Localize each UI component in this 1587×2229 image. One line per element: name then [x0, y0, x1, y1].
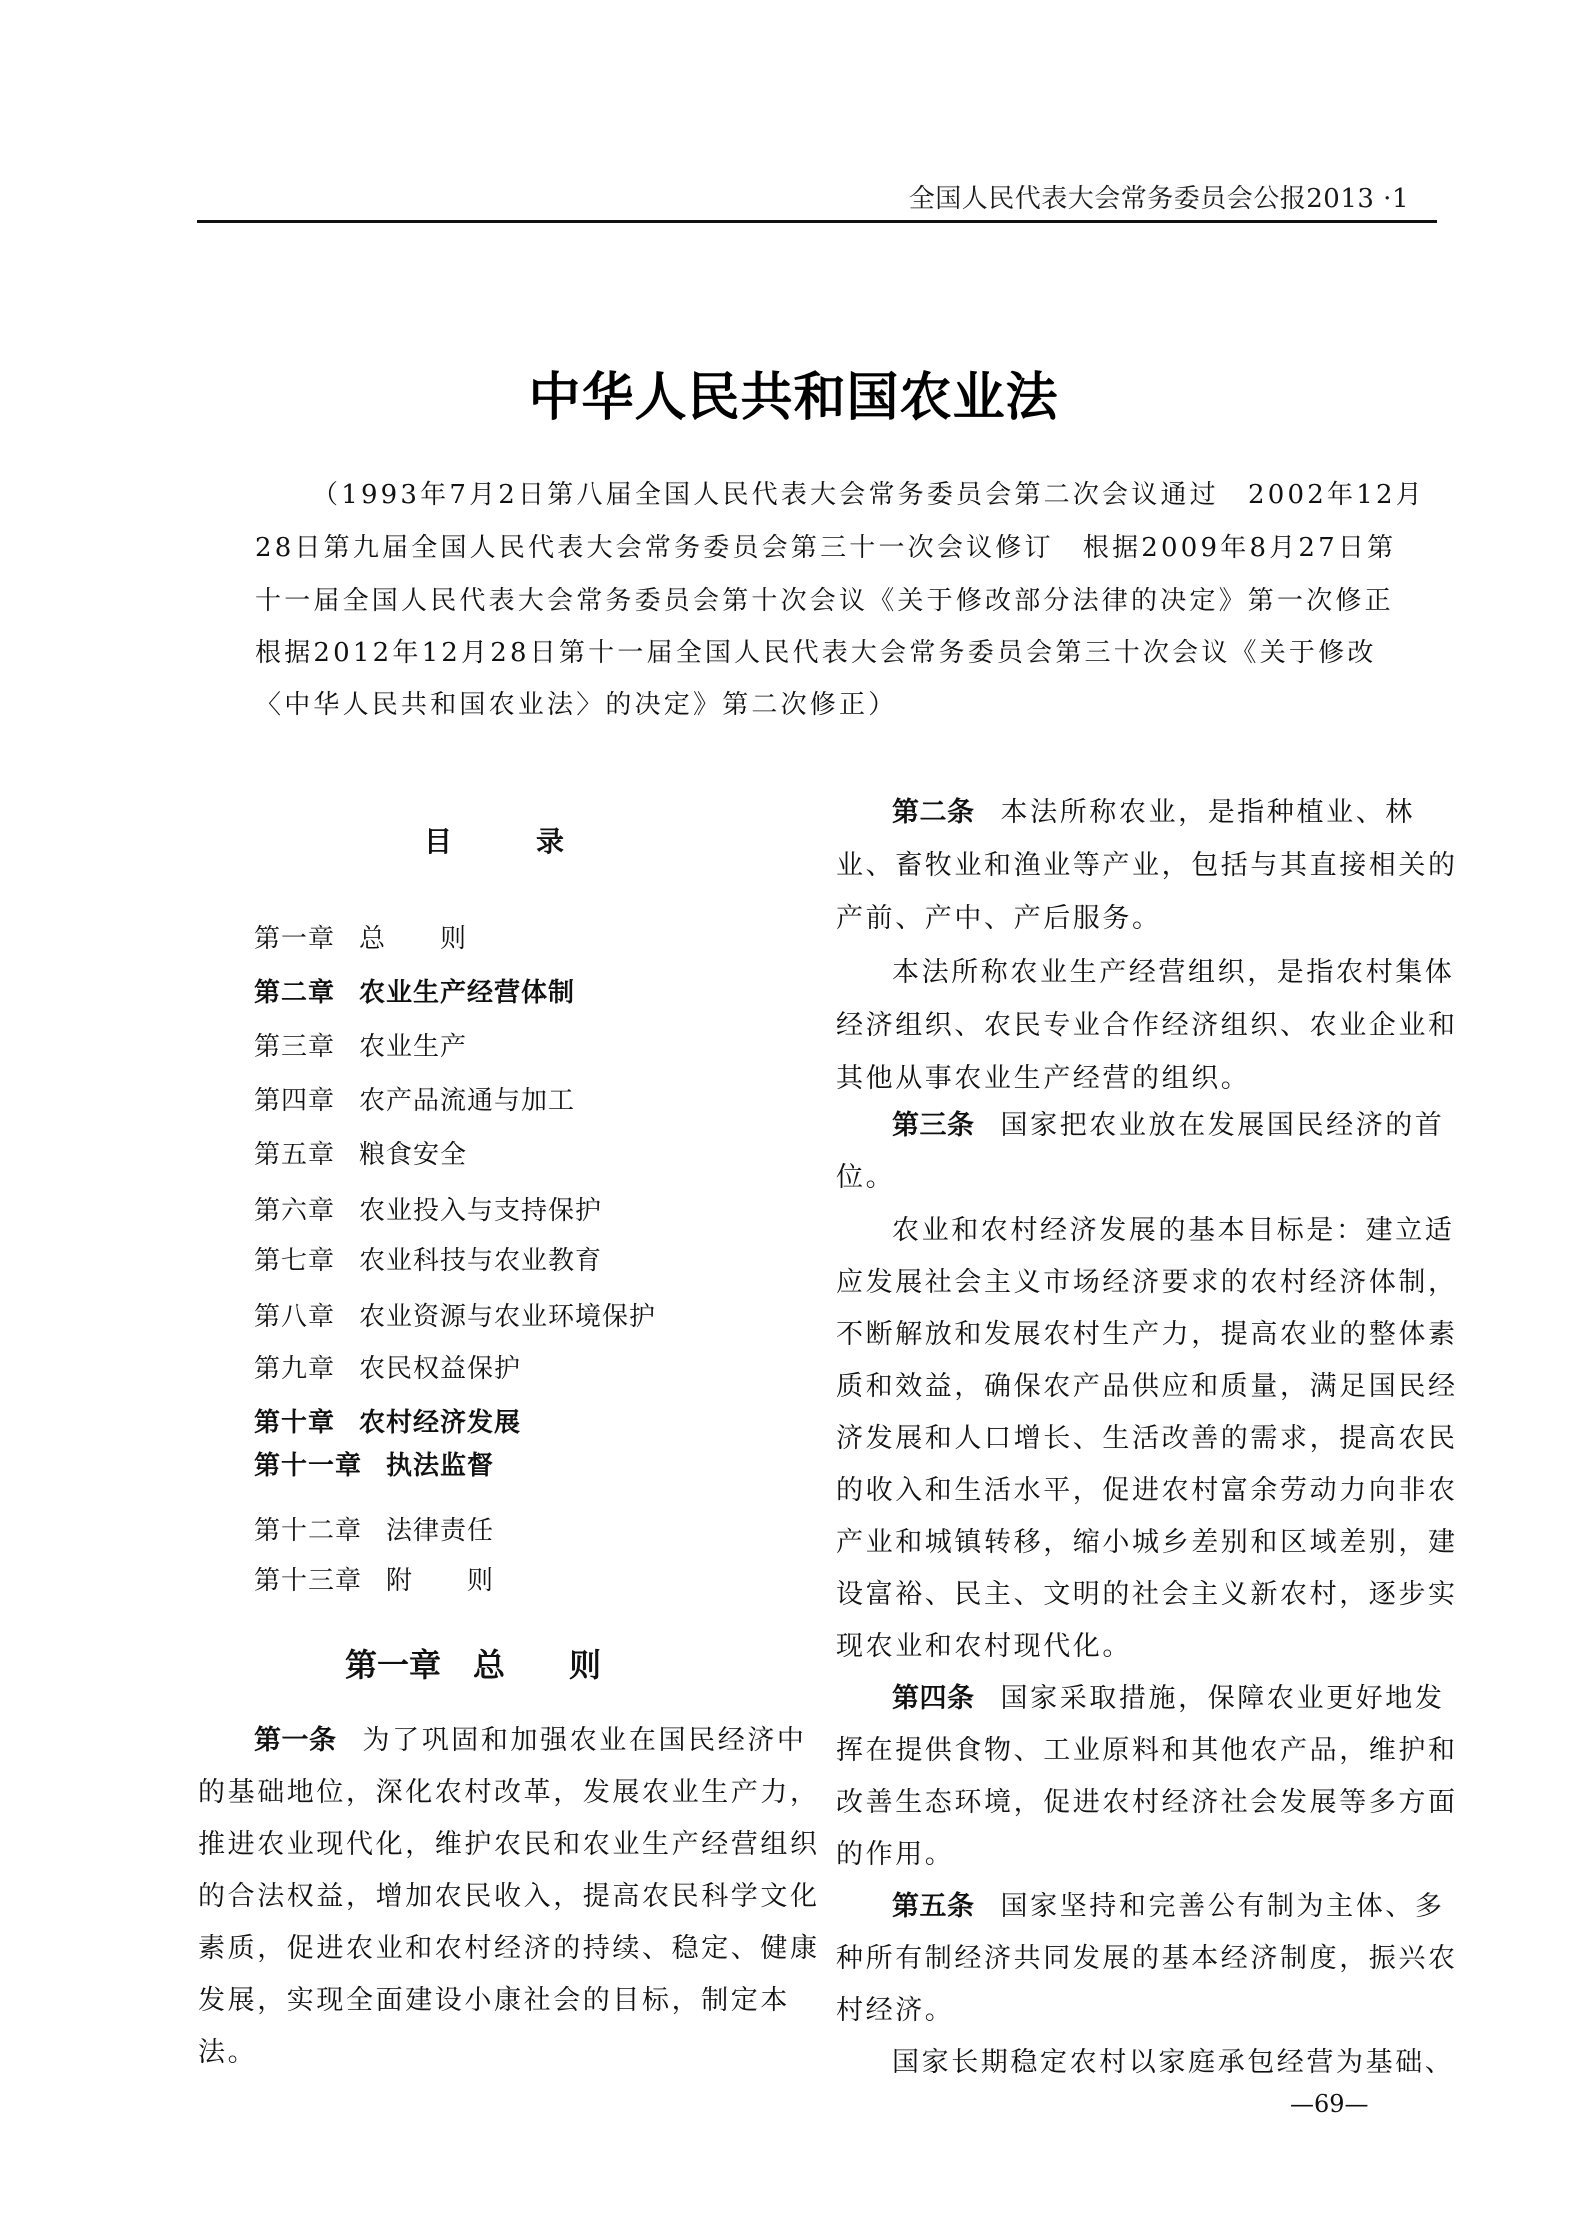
- history-line: 〈中华人民共和国农业法〉的决定》第二次修正）: [255, 690, 898, 720]
- toc-title: 目 录: [424, 825, 565, 858]
- toc-chapter-name: 法律责任: [386, 1516, 495, 1546]
- toc-chapter-name: 执法监督: [386, 1451, 495, 1481]
- toc-chapter-number: 第十二章: [254, 1516, 363, 1546]
- article-line: 种所有制经济共同发展的基本经济制度，振兴农: [836, 1943, 1458, 1974]
- journal-header: 全国人民代表大会常务委员会公报2013 ·1: [908, 184, 1409, 214]
- article-line: 的作用。: [836, 1839, 955, 1870]
- article-line: [254, 1718, 807, 1757]
- article-label: 第一条: [254, 1725, 337, 1756]
- toc-chapter-name: 粮食安全: [359, 1140, 468, 1170]
- article-line: 村经济。: [836, 1995, 955, 2026]
- toc-chapter-name: 农民权益保护: [359, 1354, 522, 1384]
- article-text: 国家把农业放在发展国民经济的首: [1000, 1110, 1445, 1141]
- article-line: 业、畜牧业和渔业等产业，包括与其直接相关的: [836, 850, 1458, 881]
- article-line: 改善生态环境，促进农村经济社会发展等多方面: [836, 1787, 1458, 1818]
- toc-chapter-number: 第十三章: [254, 1566, 363, 1596]
- toc-chapter-number: 第四章: [254, 1086, 336, 1116]
- article-line: 国家长期稳定农村以家庭承包经营为基础、: [892, 2047, 1455, 2078]
- toc-chapter-number: 第五章: [254, 1140, 336, 1170]
- toc-chapter-name: 农业生产: [359, 1032, 468, 1062]
- article-line: 挥在提供食物、工业原料和其他农产品，维护和: [836, 1735, 1458, 1766]
- article-text: 国家采取措施，保障农业更好地发: [1000, 1683, 1445, 1714]
- article-line: 素质，促进农业和农村经济的持续、稳定、健康: [198, 1933, 820, 1964]
- toc-chapter-name: 附 则: [386, 1566, 495, 1596]
- history-line: 28日第九届全国人民代表大会常务委员会第三十一次会议修订 根据2009年8月27日第: [255, 533, 1397, 563]
- toc-chapter-name: 农业资源与农业环境保护: [359, 1302, 657, 1332]
- history-line: （1993年7月2日第八届全国人民代表大会常务委员会第二次会议通过 2002年12月: [312, 480, 1425, 510]
- header-rule: [197, 220, 1437, 223]
- toc-chapter-number: 第七章: [254, 1246, 336, 1276]
- toc-chapter-number: 第六章: [254, 1196, 336, 1226]
- article-line: 发展，实现全面建设小康社会的目标，制定本: [198, 1985, 790, 2016]
- toc-chapter-number: 第一章: [254, 924, 336, 954]
- article-line: 推进农业现代化，维护农民和农业生产经营组织: [198, 1829, 820, 1860]
- toc-item[interactable]: [254, 1080, 575, 1117]
- toc-chapter-number: 第八章: [254, 1302, 336, 1332]
- toc-item[interactable]: [254, 918, 467, 955]
- toc-chapter-number: 第二章: [254, 978, 336, 1008]
- article-label: 第三条: [892, 1110, 975, 1141]
- article-text: 为了巩固和加强农业在国民经济中: [362, 1725, 807, 1756]
- toc-item[interactable]: [254, 1510, 494, 1547]
- page-number: —69—: [1290, 2090, 1369, 2118]
- article-line: 应发展社会主义市场经济要求的农村经济体制，: [836, 1267, 1458, 1298]
- article-line: 经济组织、农民专业合作经济组织、农业企业和: [836, 1010, 1458, 1041]
- article-line: 质和效益，确保农产品供应和质量，满足国民经: [836, 1371, 1458, 1402]
- toc-chapter-number: 第三章: [254, 1032, 336, 1062]
- article-label: 第五条: [892, 1891, 975, 1922]
- chapter-heading: 第一章 总 则: [345, 1646, 602, 1684]
- article-line: [892, 1676, 1445, 1715]
- toc-chapter-number: 第九章: [254, 1354, 336, 1384]
- toc-chapter-name: 农业生产经营体制: [359, 978, 576, 1008]
- article-label: 第二条: [892, 797, 975, 828]
- toc-item[interactable]: [254, 1348, 521, 1385]
- toc-chapter-number: 第十一章: [254, 1451, 363, 1481]
- article-line: 的基础地位，深化农村改革，发展农业生产力，: [198, 1777, 820, 1808]
- toc-chapter-name: 农业科技与农业教育: [359, 1246, 603, 1276]
- article-line: 法。: [198, 2037, 258, 2068]
- toc-chapter-name: 农村经济发展: [359, 1408, 522, 1438]
- article-line: [892, 1884, 1445, 1923]
- article-text: 国家坚持和完善公有制为主体、多: [1000, 1891, 1445, 1922]
- article-line: 农业和农村经济发展的基本目标是：建立适: [892, 1215, 1455, 1246]
- toc-chapter-number: 第十章: [254, 1408, 336, 1438]
- article-line: 本法所称农业生产经营组织，是指农村集体: [892, 957, 1455, 988]
- article-line: [892, 790, 1415, 829]
- article-line: 不断解放和发展农村生产力，提高农业的整体素: [836, 1319, 1458, 1350]
- toc-item[interactable]: [254, 1190, 602, 1227]
- article-line: 的合法权益，增加农民收入，提高农民科学文化: [198, 1881, 820, 1912]
- toc-item[interactable]: [254, 1026, 467, 1063]
- article-line: 产前、产中、产后服务。: [836, 903, 1162, 934]
- history-line: 根据2012年12月28日第十一届全国人民代表大会常务委员会第三十次会议《关于修改: [255, 638, 1377, 668]
- article-line: 的收入和生活水平，促进农村富余劳动力向非农: [836, 1475, 1458, 1506]
- toc-item[interactable]: [254, 1560, 494, 1597]
- article-line: [892, 1103, 1445, 1142]
- article-line: 其他从事农业生产经营的组织。: [836, 1063, 1251, 1094]
- toc-chapter-name: 总 则: [359, 924, 468, 954]
- toc-item[interactable]: [254, 1296, 656, 1333]
- toc-item[interactable]: [254, 972, 575, 1009]
- article-line: 设富裕、民主、文明的社会主义新农村，逐步实: [836, 1579, 1458, 1610]
- history-line: 十一届全国人民代表大会常务委员会第十次会议《关于修改部分法律的决定》第一次修正: [255, 586, 1394, 616]
- toc-item[interactable]: [254, 1240, 602, 1277]
- article-line: 现农业和农村现代化。: [836, 1631, 1132, 1662]
- article-line: 位。: [836, 1162, 896, 1193]
- toc-chapter-name: 农产品流通与加工: [359, 1086, 576, 1116]
- toc-chapter-name: 农业投入与支持保护: [359, 1196, 603, 1226]
- article-label: 第四条: [892, 1683, 975, 1714]
- law-title: 中华人民共和国农业法: [528, 368, 1059, 428]
- article-line: 产业和城镇转移，缩小城乡差别和区域差别，建: [836, 1527, 1458, 1558]
- article-line: 济发展和人口增长、生活改善的需求，提高农民: [836, 1423, 1458, 1454]
- toc-item[interactable]: [254, 1402, 521, 1439]
- toc-item[interactable]: [254, 1134, 467, 1171]
- toc-item[interactable]: [254, 1445, 494, 1482]
- article-text: 本法所称农业，是指种植业、林: [1000, 797, 1415, 828]
